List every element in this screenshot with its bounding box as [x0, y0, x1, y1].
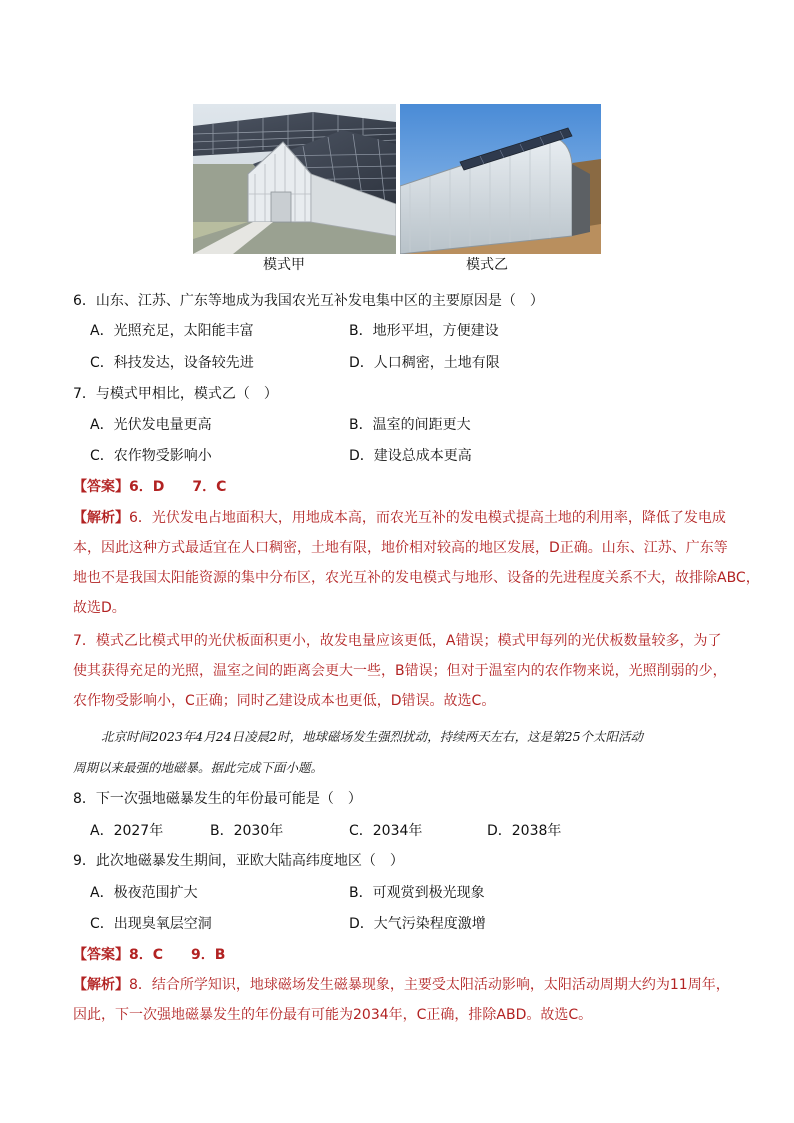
analysis-6-line-3: 地也不是我国太阳能资源的集中分布区，农光互补的发电模式与地形、设备的先进程度关系不大，故排除ABC， [73, 570, 760, 586]
analysis-7-line-2: 使其获得充足的光照，温室之间的距离会更大一些，B错误；但对于温室内的农作物来说，光照削弱的少， [73, 663, 727, 679]
greenhouse-jia-illustration [193, 104, 396, 254]
analysis-block-2 [73, 626, 733, 716]
question-9-stem: 9．此次地磁暴发生期间，亚欧大陆高纬度地区（ ） [73, 853, 404, 869]
question-7-option-d: D．建设总成本更高 [349, 448, 472, 464]
answer-block-1 [73, 476, 226, 496]
analysis-tag: 【解析】 [73, 510, 129, 526]
question-8-option-d: D．2038年 [487, 823, 562, 839]
question-9-option-c: C．出现臭氧层空洞 [90, 916, 212, 932]
question-8-stem: 8．下一次强地磁暴发生的年份最可能是（ ） [73, 791, 362, 807]
answer-tag: 【答案】 [73, 479, 129, 495]
answer-text: 6．D 7．C [129, 479, 227, 495]
answer-tag: 【答案】 [73, 947, 129, 963]
analysis-6-line-2: 本，因此这种方式最适宜在人口稠密，土地有限，地价相对较高的地区发展，D正确。山东、江苏、广东等 [73, 540, 728, 556]
question-6-option-c: C．科技发达，设备较先进 [90, 355, 254, 371]
greenhouse-yi-illustration [400, 104, 601, 254]
question-9-option-b: B．可观赏到极光现象 [349, 885, 485, 901]
question-6-option-b: B．地形平坦，方便建设 [349, 323, 499, 339]
analysis-7-line-3: 农作物受影响小，C正确；同时乙建设成本也更低，D错误。故选C。 [73, 693, 496, 709]
question-8-option-c: C．2034年 [349, 823, 423, 839]
analysis-6-line-4: 故选D。 [73, 600, 126, 616]
question-6-option-a: A．光照充足，太阳能丰富 [90, 323, 254, 339]
question-8-option-b: B．2030年 [210, 823, 284, 839]
photo-mode-yi [400, 104, 601, 254]
analysis-8-line-1: 8．结合所学知识，地球磁场发生磁暴现象，主要受太阳活动影响，太阳活动周期大约为11周年， [129, 977, 730, 993]
question-7-option-c: C．农作物受影响小 [90, 448, 212, 464]
question-7-stem: 7．与模式甲相比，模式乙（ ） [73, 386, 278, 402]
analysis-6-line-1: 6．光伏发电占地面积大，用地成本高，而农光互补的发电模式提高土地的利用率，降低了发电成 [129, 510, 726, 526]
analysis-tag: 【解析】 [73, 977, 129, 993]
answer-text: 8．C 9．B [129, 947, 226, 963]
question-6-option-d: D．人口稠密，土地有限 [349, 355, 500, 371]
caption-mode-yi: 模式乙 [466, 257, 508, 273]
analysis-7-line-1: 7．模式乙比模式甲的光伏板面积更小，故发电量应该更低，A错误；模式甲每列的光伏板数量较多，为了 [73, 633, 722, 649]
analysis-block-1 [73, 503, 760, 623]
material-line-1: 北京时间2023年4月24日凌晨2时，地球磁场发生强烈扰动，持续两天左右，这是第25个太阳活动 [101, 729, 644, 744]
photo-mode-jia [193, 104, 396, 254]
question-9-option-a: A．极夜范围扩大 [90, 885, 198, 901]
question-7-option-b: B．温室的间距更大 [349, 417, 471, 433]
question-8-option-a: A．2027年 [90, 823, 164, 839]
question-7-option-a: A．光伏发电量更高 [90, 417, 212, 433]
analysis-8-line-2: 因此，下一次强地磁暴发生的年份最有可能为2034年，C正确，排除ABD。故选C。 [73, 1007, 593, 1023]
question-6-stem: 6．山东、江苏、广东等地成为我国农光互补发电集中区的主要原因是（ ） [73, 293, 544, 309]
analysis-block-3 [73, 970, 733, 1030]
material-line-2: 周期以来最强的地磁暴。据此完成下面小题。 [73, 760, 324, 775]
answer-block-2 [73, 944, 225, 964]
caption-mode-jia: 模式甲 [263, 257, 305, 273]
question-9-option-d: D．大气污染程度激增 [349, 916, 486, 932]
